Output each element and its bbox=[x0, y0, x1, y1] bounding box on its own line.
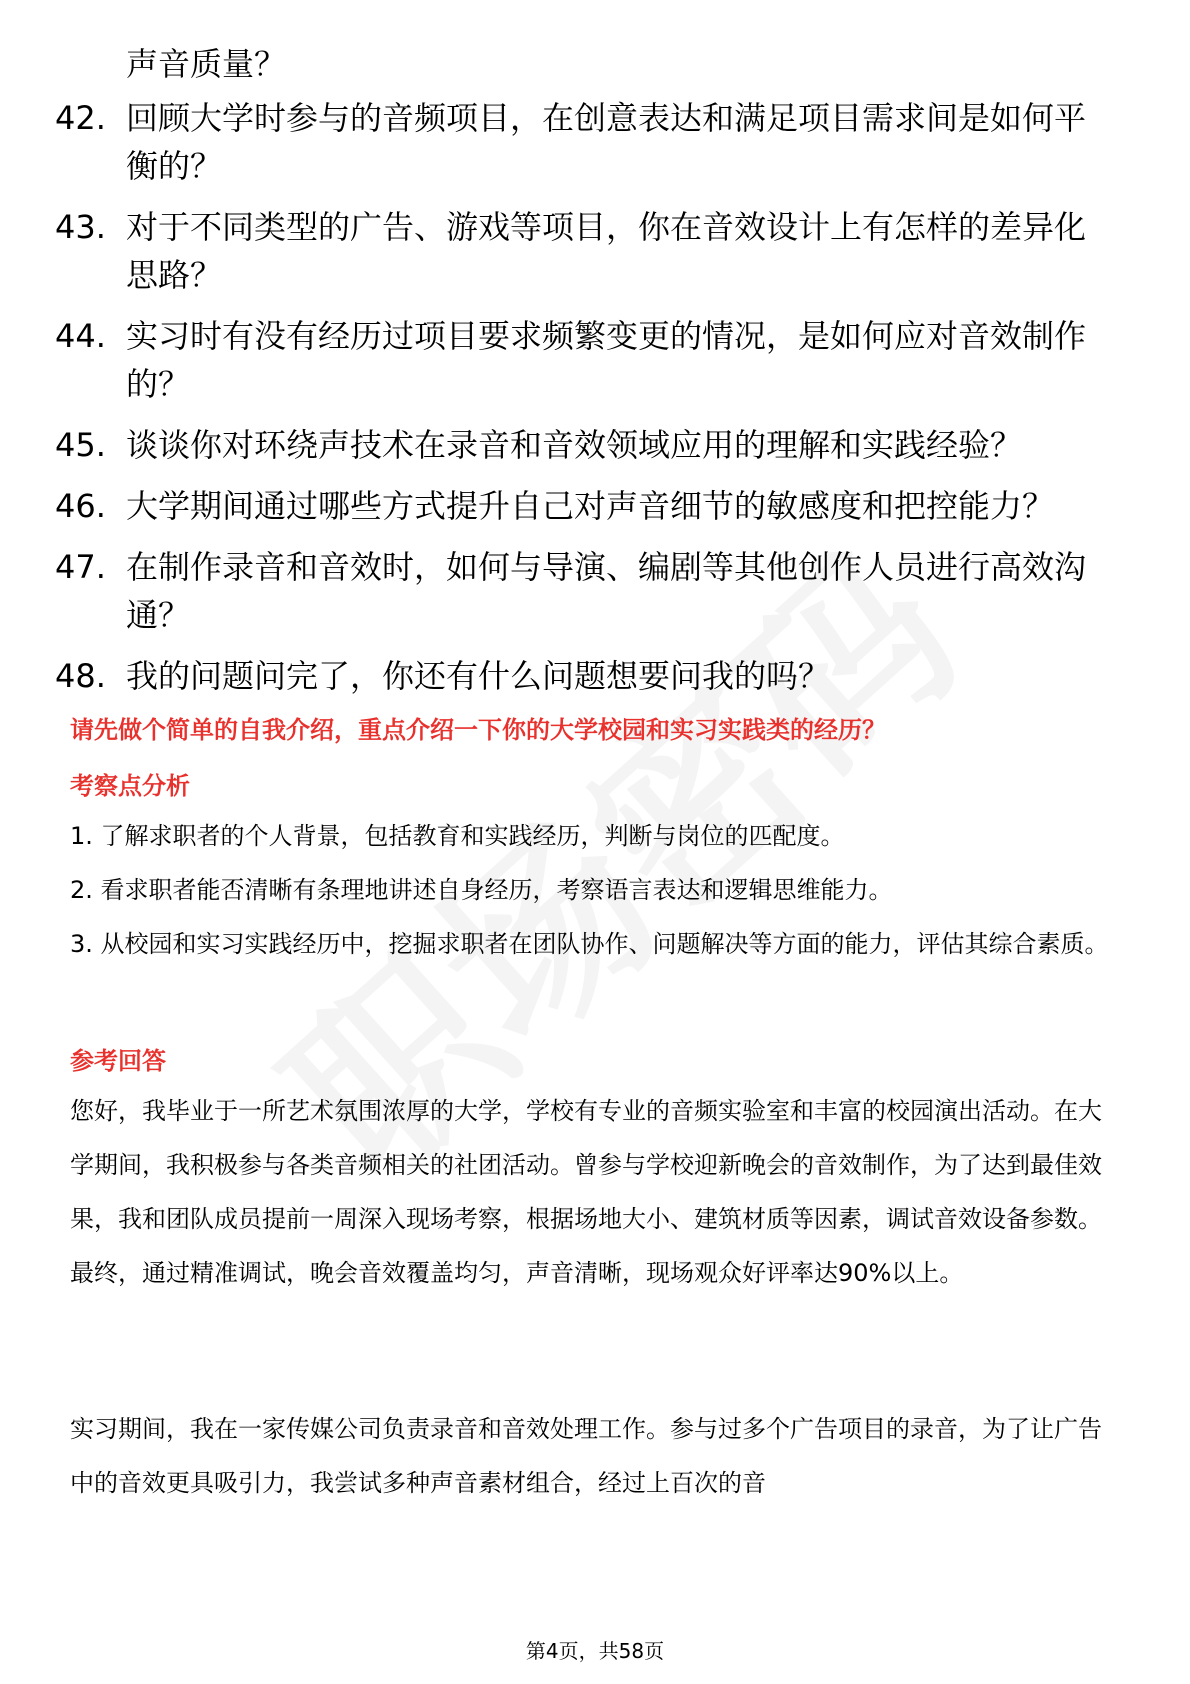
section-title: 请先做个简单的自我介绍，重点介绍一下你的大学校园和实习实践类的经历？ bbox=[70, 716, 886, 744]
question-text: 实习时有没有经历过项目要求频繁变更的情况，是如何应对音效制作的？ bbox=[126, 317, 1087, 403]
question-list bbox=[55, 40, 1115, 713]
list-item bbox=[55, 652, 1115, 700]
question-number: 45. bbox=[55, 426, 106, 464]
question-number: 48. bbox=[55, 657, 106, 695]
page-number: 第4页，共58页 bbox=[525, 1639, 665, 1663]
question-number: 47. bbox=[55, 548, 106, 586]
list-item bbox=[55, 482, 1115, 530]
question-continuation: 声音质量？ bbox=[126, 45, 287, 83]
list-item bbox=[55, 312, 1115, 408]
question-number: 43. bbox=[55, 208, 106, 246]
reference-heading: 参考回答 bbox=[70, 1047, 166, 1075]
list-item bbox=[55, 543, 1115, 639]
question-number: 44. bbox=[55, 317, 106, 355]
analysis-heading: 考察点分析 bbox=[70, 772, 190, 800]
question-text: 谈谈你对环绕声技术在录音和音效领域应用的理解和实践经验？ bbox=[126, 426, 1023, 464]
list-item bbox=[55, 94, 1115, 190]
question-text: 对于不同类型的广告、游戏等项目，你在音效设计上有怎样的差异化思路？ bbox=[126, 208, 1087, 294]
analysis-item: 3. 从校园和实习实践经历中，挖掘求职者在团队协作、问题解决等方面的能力，评估其综合素质。 bbox=[70, 930, 1109, 958]
analysis-item: 1. 了解求职者的个人背景，包括教育和实践经历，判断与岗位的匹配度。 bbox=[70, 822, 845, 850]
question-text: 回顾大学时参与的音频项目，在创意表达和满足项目需求间是如何平衡的？ bbox=[126, 99, 1087, 185]
question-text: 在制作录音和音效时，如何与导演、编剧等其他创作人员进行高效沟通？ bbox=[126, 548, 1087, 634]
analysis-list bbox=[70, 809, 1120, 971]
list-item bbox=[55, 203, 1115, 299]
question-text: 我的问题问完了，你还有什么问题想要问我的吗？ bbox=[126, 657, 831, 695]
question-number: 46. bbox=[55, 487, 106, 525]
question-text: 大学期间通过哪些方式提升自己对声音细节的敏感度和把控能力？ bbox=[126, 487, 1055, 525]
list-item bbox=[55, 421, 1115, 469]
question-number: 42. bbox=[55, 99, 106, 137]
analysis-item: 2. 看求职者能否清晰有条理地讲述自身经历，考察语言表达和逻辑思维能力。 bbox=[70, 876, 893, 904]
reference-paragraph: 您好，我毕业于一所艺术氛围浓厚的大学，学校有专业的音频实验室和丰富的校园演出活动。在大学期间，我积极参与各类音频相关的社团活动。曾参与学校迎新晚会的音效制作，为了达到最佳效果，我和团队成员提前一周深入现场考察，根据场地大小、建筑材质等因素，调试音效设备参数。最终，通过精准调试，晚会音效覆盖均匀，声音清晰，现场观众好评率达90%以上。 bbox=[70, 1097, 1102, 1287]
reference-paragraph: 实习期间，我在一家传媒公司负责录音和音效处理工作。参与过多个广告项目的录音，为了让广告中的音效更具吸引力，我尝试多种声音素材组合，经过上百次的音 bbox=[70, 1415, 1102, 1497]
